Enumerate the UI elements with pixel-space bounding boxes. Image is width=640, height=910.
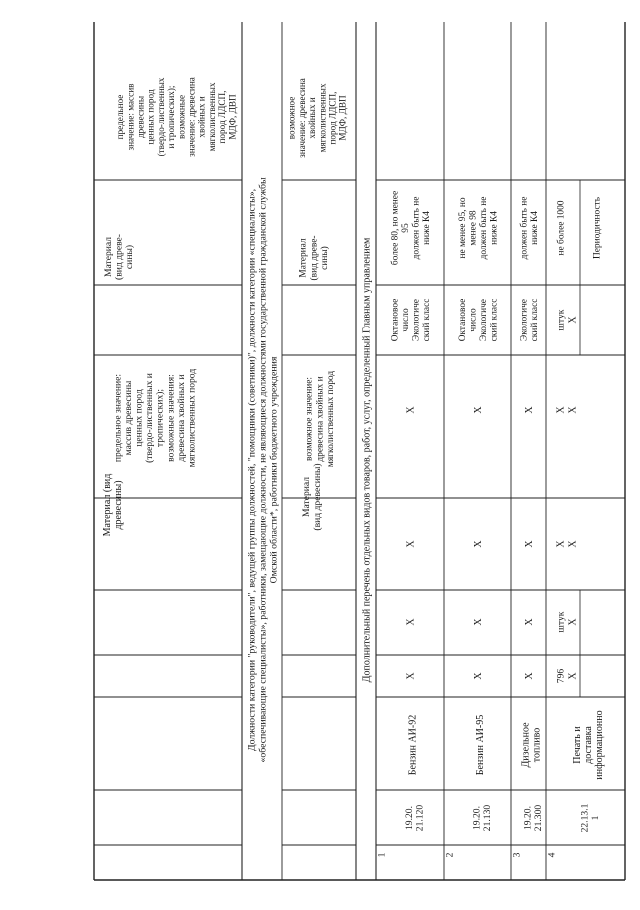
- second-material-1: [301, 463, 323, 530]
- header-value-2: [115, 77, 237, 157]
- second-value-2: [287, 78, 348, 158]
- row-2-okei-line: X: [473, 672, 484, 680]
- row-3-extra-value: [518, 197, 540, 260]
- row-4-extra-value-2-line: Периодичность: [592, 196, 603, 260]
- table-text: [102, 77, 605, 857]
- row-4-number: [546, 852, 557, 857]
- row-1-extra-value-line: ниже К4: [422, 211, 433, 245]
- row-2-extra-value: [458, 197, 500, 260]
- row-1-value: [406, 406, 417, 414]
- row-2-extra-characteristic-line: Экологиче: [479, 299, 490, 341]
- row-4-value-2: [568, 406, 579, 414]
- row-4-characteristic-2: [568, 540, 579, 548]
- row-2-extra-value-line: должен быть не: [479, 196, 490, 260]
- row-1-code: [404, 805, 426, 832]
- row-2-characteristic: [473, 540, 484, 548]
- second-value-2-line: мягколиственных: [317, 83, 328, 153]
- row-3-value: [524, 406, 535, 414]
- row-2-unit: [473, 618, 484, 626]
- row-4-name-line: информационно: [594, 710, 605, 780]
- header-value-2-line: пород ЛДСП,: [217, 90, 228, 144]
- row-4-okei-2-line: X: [567, 672, 579, 680]
- row-1-code-line: 21.120: [414, 804, 426, 832]
- row-3-characteristic-line: X: [524, 540, 535, 548]
- row-1-okei: [406, 672, 417, 680]
- row-2-unit-line: X: [473, 618, 484, 626]
- row-2-extra-characteristic-line: ский класс: [489, 298, 500, 342]
- row-1-name: [408, 715, 419, 775]
- row-4-extra-value-1: [555, 200, 566, 255]
- row-4-extra-value-2: [592, 197, 602, 259]
- row-4-code: [580, 803, 602, 832]
- row-1-extra-value-line: 95: [400, 223, 411, 233]
- row-4-value-1: [556, 406, 567, 414]
- row-3-name-line: Дизельное: [520, 722, 532, 768]
- row-3-code-line: 19.20.: [522, 806, 534, 830]
- row-2-code: [472, 805, 494, 832]
- row-4-code-line: 1: [590, 815, 602, 821]
- header-material-2-line: сины): [123, 244, 135, 270]
- row-2-code-line: 19.20.: [471, 806, 483, 830]
- header-value-2-line: возможные: [176, 94, 187, 140]
- row-4-code-line: 22.13.1: [579, 803, 591, 833]
- row-3-unit-line: X: [524, 618, 535, 626]
- row-1-number: [376, 852, 387, 857]
- row-3-extra-characteristic: [519, 299, 540, 342]
- header-material-2-line: (вид древе-: [113, 233, 125, 281]
- second-value-1: [305, 371, 336, 467]
- row-1-unit: [406, 618, 417, 626]
- header-material-2: [103, 234, 135, 280]
- row-3-extra-value-line: должен быть не: [519, 196, 530, 260]
- row-3-okei: [524, 672, 535, 680]
- header-value-2-line: предельное: [115, 94, 126, 140]
- header-material-1: [102, 474, 124, 537]
- row-3-extra-characteristic-line: Экологиче: [519, 299, 530, 341]
- second-material-2-line: (вид древе-: [309, 235, 320, 281]
- header-value-1-line: (твердо-лиственных и: [144, 373, 156, 463]
- row-1-number-line: 1: [376, 852, 388, 858]
- section-header-line: «обеспечивающие специалисты», работники, замещающие должности, не являющиеся должностями государственной гражданской службы: [257, 177, 269, 763]
- header-value-2-line: значение: массив: [125, 83, 136, 151]
- row-4-characteristic-1-line: X: [555, 540, 567, 548]
- row-2-extra-characteristic-line: Октановое: [457, 298, 468, 342]
- header-value-1-line: возможные значения:: [165, 374, 177, 462]
- row-4-extra-characteristic-2: [568, 316, 579, 324]
- row-2-name: [475, 715, 486, 775]
- row-1-extra-value-line: должен быть не: [411, 196, 422, 260]
- row-3-number-line: 3: [511, 852, 523, 858]
- row-1-extra-value: [389, 191, 432, 265]
- row-1-extra-characteristic-line: Экологиче: [411, 299, 422, 341]
- second-material-2-line: Материал: [298, 238, 309, 278]
- row-2-code-line: 21.130: [482, 804, 494, 832]
- second-value-2-line: пород ЛДСП,: [327, 91, 338, 145]
- second-value-2-line: МДФ, ДВП: [337, 95, 348, 141]
- section-header-line: Должности категории "руководители", ведущей группы должностей, "помощники (советники)", должности категории «специалисты»,: [246, 188, 258, 752]
- row-4-characteristic-1: [556, 540, 567, 548]
- header-value-2-line: ценных пород: [145, 89, 156, 145]
- second-value-2-line: значение: древесина: [296, 78, 307, 158]
- row-2-extra-value-line: ниже К4: [489, 211, 500, 245]
- row-2-value-line: X: [473, 406, 484, 414]
- row-1-characteristic-line: X: [405, 540, 417, 548]
- row-3-characteristic: [524, 540, 535, 548]
- row-4-unit-1-line: штук: [555, 611, 567, 633]
- second-value-1-line: древесина хвойных и: [315, 376, 326, 462]
- header-value-1-line: массив древесины: [122, 380, 134, 456]
- row-1-extra-characteristic-line: ский класс: [422, 298, 433, 342]
- header-value-2-line: (твердо-лиственных: [155, 77, 166, 157]
- row-3-extra-characteristic-line: ский класс: [530, 298, 541, 342]
- row-4-characteristic-2-line: X: [567, 540, 579, 548]
- row-1-value-line: X: [405, 406, 417, 414]
- header-material-2-line: Материал: [102, 236, 114, 278]
- row-4-number-line: 4: [546, 852, 558, 858]
- row-2-number: [444, 852, 455, 857]
- row-2-extra-characteristic-line: число: [468, 308, 479, 332]
- row-2-okei: [473, 672, 484, 680]
- row-3-name: [521, 722, 543, 768]
- second-material-1-line: (вид древесины): [311, 463, 323, 531]
- header-value-2-line: хвойных и: [196, 96, 207, 138]
- header-value-2-line: и тропических);: [166, 85, 177, 149]
- second-material-2: [299, 236, 330, 281]
- header-material-1-line: Материал (вид: [102, 473, 113, 537]
- row-1-code-line: 19.20.: [404, 806, 416, 830]
- row-1-extra-value-line: более 80, но менее: [390, 190, 401, 266]
- second-value-1-line: возможное значение:: [304, 377, 315, 461]
- row-4-okei-2: [568, 672, 579, 680]
- additional-header: [362, 237, 373, 682]
- row-1-okei-line: X: [405, 672, 417, 680]
- row-4-extra-characteristic-1: [555, 309, 566, 330]
- row-4-unit-2: [568, 618, 579, 626]
- second-value-2-line: хвойных и: [307, 97, 318, 139]
- header-value-1-line: мягколиственных пород: [186, 368, 198, 468]
- second-material-2-line: сины): [319, 246, 330, 270]
- header-value-1-line: древесина хвойных и: [175, 374, 187, 462]
- row-3-okei-line: X: [524, 672, 535, 680]
- row-4-unit-2-line: X: [567, 618, 579, 626]
- row-3-code-line: 21.300: [533, 804, 545, 832]
- row-2-extra-characteristic: [458, 299, 500, 342]
- row-2-name-line: Бензин АИ-95: [475, 714, 486, 776]
- header-value-1-line: предельное значение:: [112, 373, 124, 463]
- row-2-extra-value-line: менее 98: [468, 210, 479, 246]
- row-4-extra-characteristic-1-line: штук: [555, 309, 567, 331]
- row-4-name-line: доставка: [583, 726, 594, 764]
- row-4-name-line: Печать и: [572, 726, 583, 764]
- row-2-extra-value-line: не менее 95, но: [457, 197, 468, 259]
- header-value-1: [112, 369, 197, 468]
- row-1-unit-line: X: [405, 618, 417, 626]
- row-3-extra-value-line: ниже К4: [530, 211, 541, 245]
- row-2-characteristic-line: X: [473, 540, 484, 548]
- additional-header-line: Дополнительный перечень отдельных видов товаров, работ, услуг, определенный Главным управлением: [361, 237, 373, 683]
- row-3-number: [511, 852, 522, 857]
- header-value-2-line: древесины: [135, 95, 146, 139]
- row-3-code: [523, 805, 545, 832]
- row-1-extra-characteristic: [390, 299, 432, 342]
- row-2-number-line: 2: [444, 852, 456, 858]
- row-3-unit: [524, 618, 535, 626]
- row-4-name: [572, 710, 605, 779]
- row-1-name-line: Бензин АИ-92: [407, 714, 419, 776]
- header-value-2-line: МДФ, ДВП: [227, 94, 238, 140]
- row-3-name-line: топливо: [531, 727, 543, 763]
- row-1-extra-characteristic-line: число: [400, 308, 411, 332]
- second-value-1-line: мягколиственных пород: [325, 370, 336, 468]
- row-3-value-line: X: [524, 406, 535, 414]
- header-value-2-line: значение: древесина: [186, 77, 197, 157]
- row-4-extra-characteristic-2-line: X: [567, 316, 579, 324]
- row-4-okei-1-line: 796: [555, 668, 567, 684]
- header-value-1-line: тропических);: [154, 388, 166, 448]
- second-value-2-line: возможное: [286, 96, 297, 140]
- row-4-okei-1: [555, 669, 566, 684]
- row-1-extra-characteristic-line: Октановое: [390, 298, 401, 342]
- row-4-extra-value-1-line: не более 1000: [556, 200, 567, 256]
- header-value-2-line: мягколиственных: [206, 82, 217, 152]
- row-1-characteristic: [406, 540, 417, 548]
- row-4-value-2-line: X: [567, 406, 579, 414]
- header-material-1-line: древесины): [113, 480, 124, 530]
- row-4-unit-1: [555, 611, 566, 632]
- row-2-value: [473, 406, 484, 414]
- section-header: [246, 177, 279, 763]
- section-header-line: Омской области*, работники бюджетного учреждения: [268, 356, 280, 584]
- header-value-1-line: ценных пород: [133, 389, 145, 447]
- row-4-value-1-line: X: [555, 406, 567, 414]
- second-material-1-line: Материал: [300, 476, 312, 518]
